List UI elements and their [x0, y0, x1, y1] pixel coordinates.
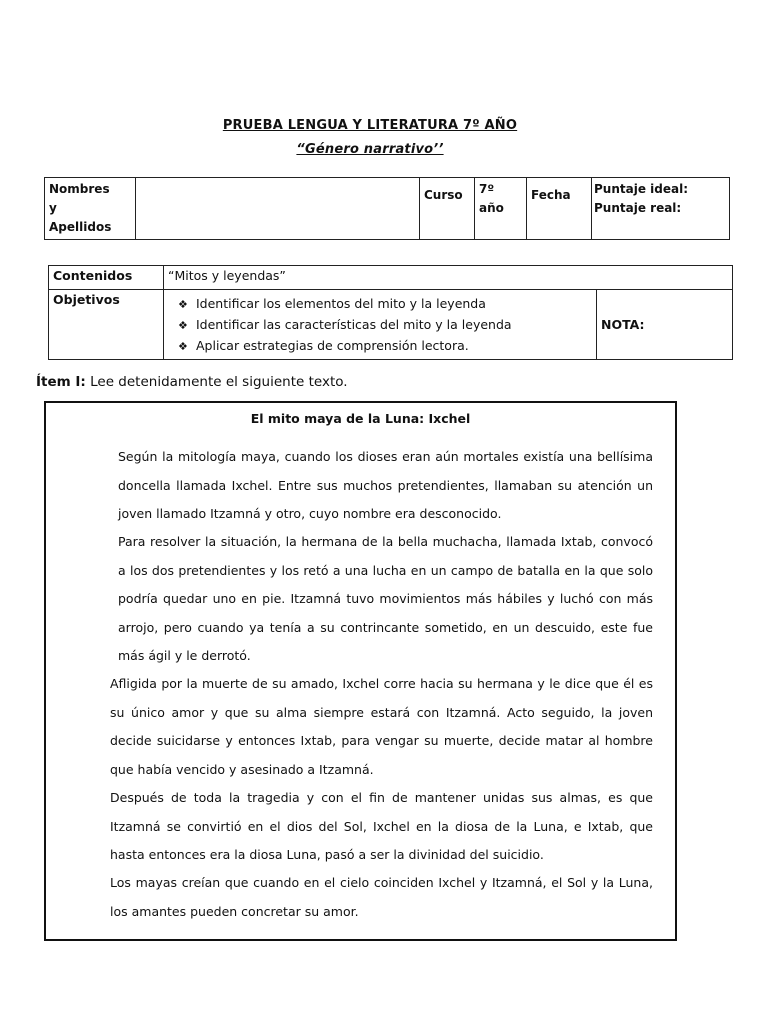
reading-paragraph: Afligida por la muerte de su amado, Ixchel corre hacia su hermana y le dice que él es su único amor y que su alma siempre estará con Itzamná. Acto seguido, la joven decide suicidarse y entonces Ixtab, para vengar su muerte, decide matar al hombre que había vencido y asesinado a Itzamná.: [110, 676, 653, 777]
nombres-label-line1: Nombres: [49, 182, 110, 196]
curso-value-line2: año: [479, 201, 504, 215]
nota-field: NOTA:: [597, 290, 733, 360]
reading-paragraph: Para resolver la situación, la hermana de la bella muchacha, llamada Ixtab, convocó a los dos pretendientes y los retó a una lucha en un campo de batalla en la que solo podría quedar uno en pie. Itzamná tuvo movimientos más hábiles y luchó con más arrojo, pero cuando ya tenía a su contrincante sometido, en un descuido, este fue más ágil y le derrotó.: [118, 534, 653, 663]
objetivo-item: [178, 294, 592, 315]
curso-value-line1: 7º: [479, 182, 495, 196]
puntaje-real: Puntaje real:: [594, 201, 682, 215]
objetivo-text: Identificar las características del mito y la leyenda: [196, 317, 512, 332]
objetivo-text: Aplicar estrategias de comprensión lectora.: [196, 338, 469, 353]
contenidos-value: “Mitos y leyendas”: [164, 266, 733, 290]
nombres-field[interactable]: [136, 178, 420, 240]
item-text: Lee detenidamente el siguiente texto.: [90, 374, 348, 390]
contenidos-label: Contenidos: [49, 266, 164, 290]
objetivo-item: [178, 336, 592, 357]
diamond-bullet-icon: ❖: [178, 298, 188, 311]
puntaje-cell: [592, 178, 730, 240]
curso-label: Curso: [420, 178, 475, 240]
diamond-bullet-icon: ❖: [178, 340, 188, 353]
objetivos-list: [168, 292, 592, 357]
reading-paragraph: Según la mitología maya, cuando los dioses eran aún mortales existía una bellísima doncella llamada Ixchel. Entre sus muchos pretendientes, llamaban su atención un joven llamado Itzamná y otro, cuyo nombre era desconocido.: [118, 449, 653, 521]
objetivos-list-cell: [164, 290, 597, 360]
fecha-label: Fecha: [527, 178, 592, 240]
page-title: PRUEBA LENGUA Y LITERATURA 7º AÑO: [222, 118, 518, 133]
puntaje-ideal: Puntaje ideal:: [594, 182, 688, 196]
item-instruction: [36, 374, 348, 390]
reading-box: [44, 401, 677, 941]
item-label: Ítem I:: [36, 374, 86, 390]
objetivo-text: Identificar los elementos del mito y la leyenda: [196, 296, 486, 311]
student-info-table: [44, 177, 730, 240]
diamond-bullet-icon: ❖: [178, 319, 188, 332]
nombres-label-line2: y: [49, 201, 57, 215]
subtitle-text: “Género narrativo’’: [296, 142, 444, 157]
objetivo-item: [178, 315, 592, 336]
objectives-table: [48, 265, 733, 360]
nombres-label-line3: Apellidos: [49, 220, 112, 234]
reading-paragraph: Los mayas creían que cuando en el cielo coinciden Ixchel y Itzamná, el Sol y la Luna, los amantes pueden concretar su amor.: [110, 875, 653, 919]
page-subtitle: [0, 142, 740, 157]
reading-paragraph: Después de toda la tragedia y con el fin de mantener unidas sus almas, es que Itzamná se convirtió en el dios del Sol, Ixchel en la diosa de la Luna, e Ixtab, que hasta entonces era la diosa Luna, pasó a ser la divinidad del suicidio.: [110, 790, 653, 862]
nombres-label: [45, 178, 136, 240]
reading-title: El mito maya de la Luna: Ixchel: [250, 411, 471, 426]
objetivos-label: Objetivos: [49, 290, 164, 360]
curso-value: [475, 178, 527, 240]
